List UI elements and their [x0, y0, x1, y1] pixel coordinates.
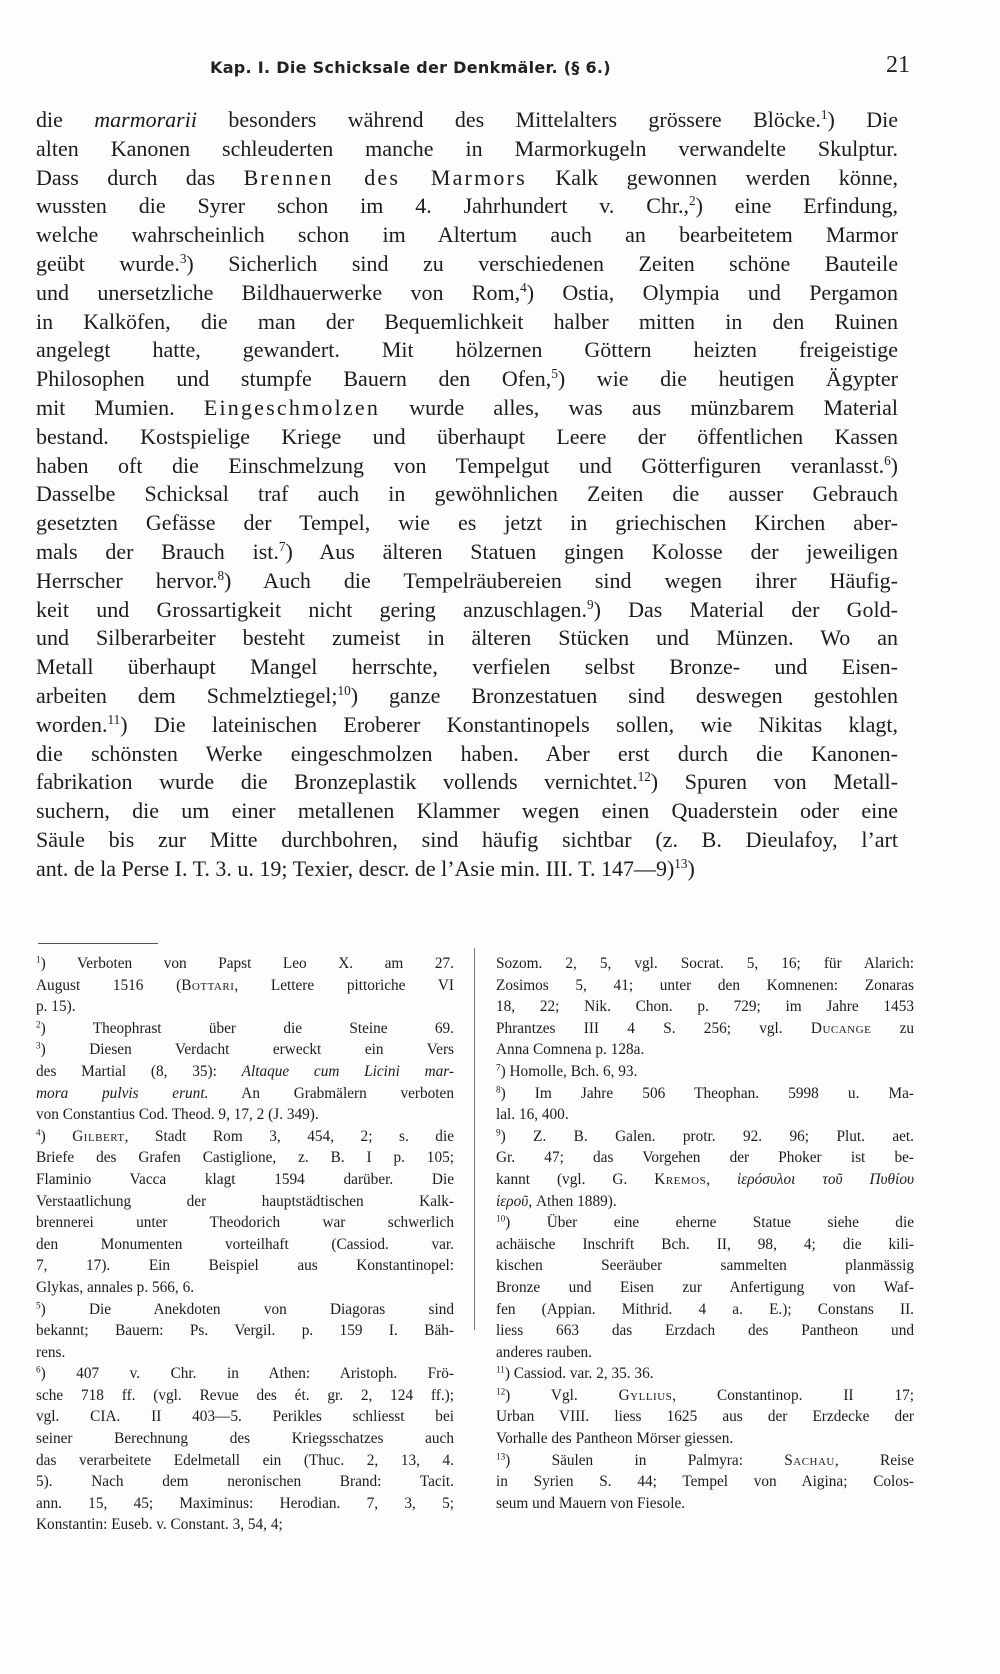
footnote-line: anderes rauben. — [496, 1343, 592, 1361]
italic-text: mora pulvis erunt. — [36, 1084, 209, 1102]
body-line: die schönsten Werke eingeschmolzen haben. Aber erst durch die Kanonen- — [36, 740, 898, 766]
page-number: 21 — [886, 52, 910, 78]
footnote-line: Flaminio Vacca klagt 1594 darüber. Die — [36, 1170, 454, 1188]
footnote-marker: 4 — [520, 279, 527, 295]
body-line: arbeiten dem Schmelztiegel;$^{10}$) ganze Bronzestatuen sind deswegen gestohlen — [36, 682, 898, 708]
footnote-line: $^4$) Gilbert, Stadt Rom 3, 454, 2; s. die — [36, 1127, 454, 1145]
footnote-marker: 6 — [884, 452, 891, 468]
footnote-line: kannt (vgl. G. Kremos, ἱερόσυλοι τοῦ Πυθίου — [496, 1170, 914, 1188]
footnote-marker: 4 — [36, 1127, 41, 1138]
footnote-rule — [38, 943, 158, 944]
spaced-emphasis: Brennen des Marmors — [243, 164, 527, 190]
footnote-line: Anna Comnena p. 128a. — [496, 1041, 645, 1059]
footnote-marker: 12 — [637, 769, 651, 785]
body-line: Dasselbe Schicksal traf auch in gewöhnlichen Zeiten die ausser Gebrauch — [36, 481, 898, 507]
body-line: gesetzten Gefässe der Tempel, wie es jetzt in griechischen Kirchen aber- — [36, 510, 898, 536]
footnote-column-divider — [474, 948, 475, 1330]
footnote-line: Phrantzes III 4 S. 256; vgl. Ducange zu — [496, 1019, 915, 1037]
footnote-line: Briefe des Grafen Castiglione, z. B. I p. 105; — [36, 1149, 454, 1167]
footnote-marker: 9 — [496, 1127, 501, 1138]
body-line: ant. de la Perse I. T. 3. u. 19; Texier, descr. de l’Asie min. III. T. 147—9)$^{13}$) — [36, 855, 695, 881]
running-head: Kap. I. Die Schicksale der Denkmäler. (§ 6.) — [210, 58, 611, 77]
body-line: Dass durch das Brennen des Marmors Kalk gewonnen werden könne, — [36, 164, 898, 190]
footnote-marker: 9 — [586, 596, 594, 612]
footnote-line: 5). Nach dem neronischen Brand: Tacit. — [36, 1473, 454, 1491]
page-header — [210, 52, 910, 88]
footnote-line: rens. — [36, 1343, 66, 1361]
body-line: Philosophen und stumpfe Bauern den Ofen,$^5$) wie die heutigen Ägypter — [36, 366, 899, 392]
body-line: die marmorarii besonders während des Mittelalters grössere Blöcke.$^1$) Die — [36, 107, 898, 132]
footnote-line: Bronze und Eisen zur Anfertigung von Waf- — [496, 1278, 914, 1296]
footnote-line: von Constantius Cod. Theod. 9, 17, 2 (J. 349). — [36, 1106, 319, 1124]
footnote-marker: 7 — [278, 539, 286, 555]
footnote-line: Verstaatlichung der hauptstädtischen Kalk- — [36, 1192, 454, 1210]
footnote-line: $^3$) Diesen Verdacht erweckt ein Vers — [36, 1040, 454, 1059]
footnote-line: $^6$) 407 v. Chr. in Athen: Aristoph. Frö- — [36, 1364, 454, 1383]
footnote-marker: 3 — [179, 251, 187, 267]
footnote-line: das verarbeitete Edelmetall ein (Thuc. 2, 13, 4. — [36, 1451, 454, 1469]
footnote-marker: 6 — [36, 1364, 41, 1375]
spaced-emphasis: Eingeschmolzen — [203, 394, 381, 420]
footnote-line: $^{10}$) Über eine eherne Statue siehe die — [496, 1213, 914, 1232]
footnote-line: mora pulvis erunt. An Grabmälern verboten — [36, 1084, 454, 1102]
footnotes-right-column — [496, 953, 914, 1514]
body-line: bestand. Kostspielige Kriege und überhaupt Leere der öffentlichen Kassen — [36, 423, 898, 449]
footnote-line: $^9$) Z. B. Galen. protr. 92. 96; Plut. aet. — [496, 1127, 914, 1145]
body-line: fabrikation wurde die Bronzeplastik vollends vernichtet.$^{12}$) Spuren von Metall- — [36, 769, 898, 795]
footnote-line: den Monumenten vorteilhaft (Cassiod. var. — [36, 1235, 454, 1253]
footnote-marker: 12 — [496, 1386, 506, 1397]
author-name: Ducange — [810, 1019, 872, 1037]
body-line: Säule bis zur Mitte durchbohren, sind häufig sichtbar (z. B. Dieulafoy, l’art — [36, 826, 898, 852]
body-line: Metall überhaupt Mangel herrschte, verfielen selbst Bronze- und Eisen- — [36, 654, 898, 680]
footnote-line: des Martial (8, 35): Altaque cum Licini mar- — [36, 1062, 455, 1080]
footnote-line: brennerei unter Theodorich war schwerlich — [36, 1214, 454, 1232]
body-line: suchern, die um einer metallenen Klammer wegen einen Quaderstein oder eine — [36, 798, 898, 824]
body-line: geübt wurde.$^3$) Sicherlich sind zu verschiedenen Zeiten schöne Bauteile — [36, 250, 899, 276]
footnote-line: $^8$) Im Jahre 506 Theophan. 5998 u. Ma- — [496, 1084, 914, 1102]
footnote-line: lal. 16, 400. — [496, 1106, 569, 1124]
body-line: wussten die Syrer schon im 4. Jahrhundert v. Chr.,$^2$) eine Erfindung, — [36, 193, 899, 219]
footnote-marker: 10 — [496, 1213, 506, 1224]
footnote-line: $^{13}$) Säulen in Palmyra: Sachau, Reise — [496, 1451, 914, 1469]
footnote-line: Zosimos 5, 41; unter den Komnenen: Zonaras — [496, 976, 914, 994]
body-line: mit Mumien. Eingeschmolzen wurde alles, was aus münzbarem Material — [36, 394, 899, 420]
footnote-marker: 1 — [820, 107, 828, 123]
footnote-line: $^7$) Homolle, Bch. 6, 93. — [496, 1062, 638, 1080]
footnote-marker: 1 — [36, 954, 41, 965]
footnotes-left-column — [36, 953, 454, 1536]
body-line: alten Kanonen schleuderten manche in Marmorkugeln verwandelte Skulptur. — [36, 135, 898, 161]
body-line: angelegt hatte, gewandert. Mit hölzernen Göttern heizten freigeistige — [36, 337, 898, 363]
footnote-line: p. 15). — [36, 998, 76, 1016]
footnote-line: $^5$) Die Anekdoten von Diagoras sind — [36, 1300, 454, 1318]
body-line: worden.$^{11}$) Die lateinischen Eroberer Konstantinopels sollen, wie Nikitas klagt, — [36, 711, 898, 737]
footnote-marker: 8 — [217, 567, 225, 583]
footnote-line: 18, 22; Nik. Chon. p. 729; im Jahre 1453 — [496, 998, 914, 1016]
footnote-line: liess 663 das Erzdach des Pantheon und — [496, 1322, 914, 1340]
footnote-line: 7, 17). Ein Beispiel aus Konstantinopel: — [36, 1257, 454, 1275]
footnote-marker: 13 — [674, 855, 688, 871]
footnote-line: Gr. 47; das Vorgehen der Phoker ist be- — [496, 1149, 914, 1167]
footnote-line: $^{11}$) Cassiod. var. 2, 35. 36. — [496, 1364, 654, 1383]
footnote-marker: 11 — [107, 711, 121, 727]
footnote-marker: 2 — [689, 193, 696, 209]
footnote-marker: 5 — [551, 366, 558, 382]
footnote-line: achäische Inschrift Bch. II, 98, 4; die kili- — [496, 1235, 914, 1253]
footnote-line: bekannt; Bauern: Ps. Vergil. p. 159 I. Bäh- — [36, 1322, 454, 1340]
footnote-marker: 13 — [496, 1451, 506, 1462]
body-line: welche wahrscheinlich schon im Altertum auch an bearbeitetem Marmor — [36, 222, 898, 248]
footnote-marker: 11 — [496, 1364, 505, 1375]
footnote-line: ann. 15, 45; Maximinus: Herodian. 7, 3, 5; — [36, 1494, 454, 1512]
body-line: mals der Brauch ist.$^7$) Aus älteren Statuen gingen Kolosse der jeweiligen — [36, 538, 898, 564]
footnote-line: $^{12}$) Vgl. Gyllius, Constantinop. II 17; — [496, 1386, 914, 1404]
footnote-marker: 10 — [337, 683, 351, 699]
footnote-line: in Syrien S. 44; Tempel von Aigina; Colos- — [496, 1473, 914, 1491]
footnote-line: seiner Berechnung des Kriegsschatzes auch — [36, 1430, 454, 1448]
author-name: Sachau — [784, 1451, 835, 1469]
footnote-line: Vorhalle des Pantheon Mörser giessen. — [496, 1430, 734, 1448]
body-line: keit und Grossartigkeit nicht gering anzuschlagen.$^9$) Das Material der Gold- — [36, 596, 898, 622]
body-line: Herrscher hervor.$^8$) Auch die Tempelräubereien sind wegen ihrer Häufig- — [36, 567, 898, 593]
footnote-marker: 5 — [36, 1300, 41, 1310]
body-line: und unersetzliche Bildhauerwerke von Rom,$^4$) Ostia, Olympia und Pergamon — [36, 279, 898, 305]
footnote-line: vgl. CIA. II 403—5. Perikles schliesst bei — [36, 1408, 454, 1426]
footnote-line: seum und Mauern von Fiesole. — [496, 1494, 686, 1512]
footnote-line: fen (Appian. Mithrid. 4 a. E.); Constans II. — [496, 1300, 914, 1318]
footnote-line: $^2$) Theophrast über die Steine 69. — [36, 1019, 454, 1037]
italic-text: ἱεροῦ — [496, 1192, 529, 1210]
footnote-line: Urban VIII. liess 1625 aus der Erzdecke der — [496, 1408, 914, 1426]
footnote-line: kischen Seeräuber sammelten planmässig — [496, 1257, 914, 1275]
footnote-marker: 7 — [496, 1062, 501, 1073]
body-line: und Silberarbeiter besteht zumeist in älteren Stücken und Münzen. Wo an — [36, 625, 898, 651]
italic-text: Altaque cum Licini mar- — [241, 1062, 455, 1080]
footnote-marker: 8 — [496, 1084, 501, 1095]
italic-text: marmorarii — [94, 107, 197, 132]
author-name: Gyllius — [618, 1386, 673, 1404]
footnote-marker: 2 — [36, 1019, 41, 1030]
footnote-marker: 3 — [36, 1040, 41, 1051]
footnote-line: sche 718 ff. (vgl. Revue des ét. gr. 2, 124 ff.); — [36, 1386, 454, 1404]
footnote-line: Glykas, annales p. 566, 6. — [36, 1278, 195, 1296]
body-line: haben oft die Einschmelzung von Tempelgut und Götterfiguren veranlasst.$^6$) — [36, 452, 898, 478]
author-name: Kremos — [654, 1170, 707, 1188]
footnote-line: Sozom. 2, 5, vgl. Socrat. 5, 16; für Alarich: — [496, 955, 914, 972]
footnote-line: Konstantin: Euseb. v. Constant. 3, 54, 4; — [36, 1516, 283, 1534]
footnote-line: $^1$) Verboten von Papst Leo X. am 27. — [36, 954, 454, 972]
body-text — [36, 106, 898, 884]
author-name: Bottari — [181, 976, 235, 994]
footnote-line: August 1516 (Bottari, Lettere pittoriche VI — [36, 976, 454, 994]
body-line: in Kalköfen, die man der Bequemlichkeit halber mitten in den Ruinen — [36, 308, 898, 334]
author-name: Gilbert — [72, 1127, 125, 1145]
footnote-line: ἱεροῦ, Athen 1889). — [496, 1192, 617, 1210]
italic-text: ἱερόσυλοι τοῦ Πυθίου — [737, 1170, 914, 1188]
